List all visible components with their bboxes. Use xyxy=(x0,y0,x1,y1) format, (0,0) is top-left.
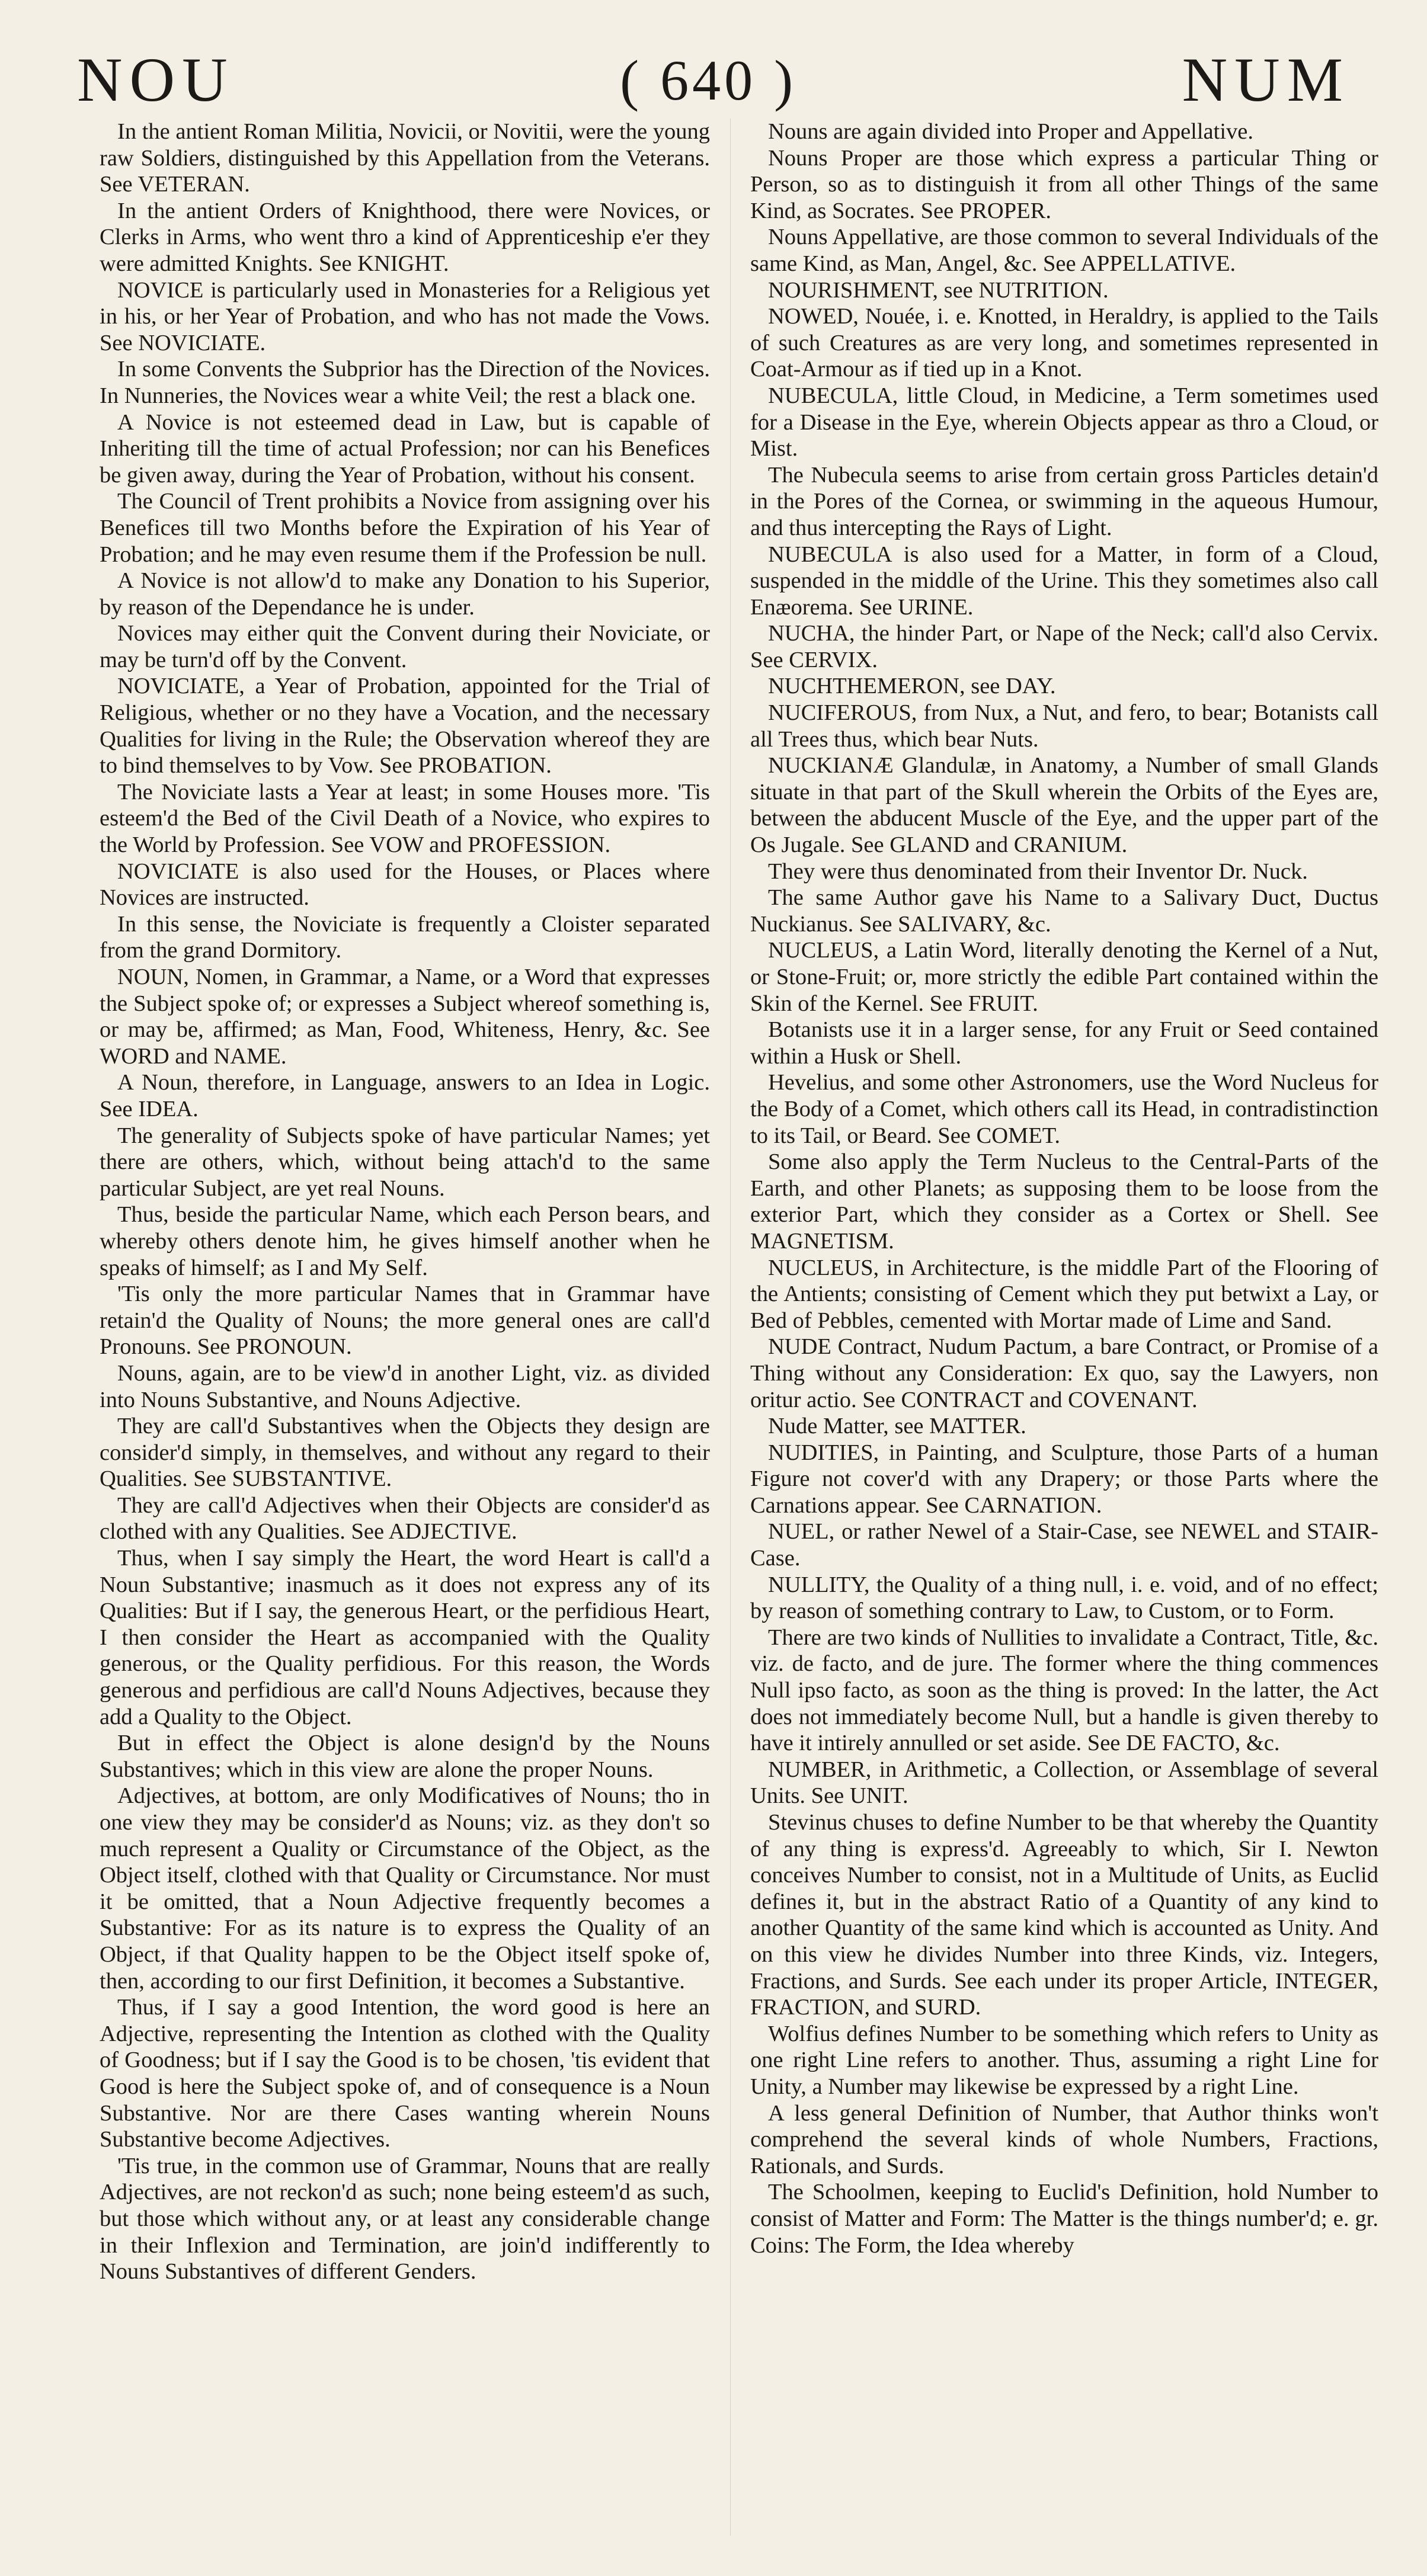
entry-paragraph: Nude Matter, see MATTER. xyxy=(768,1414,1026,1439)
page-number: ( 640 ) xyxy=(620,48,797,112)
entry-paragraph: Stevinus chuses to define Number to be that whereby the Quantity of any thing is express'd. Agreeably to which, Sir I. Newton conceives Number to consist, not in a Multitude of Units, as Euclid defines it, but in the abstract Ratio of a Quantity of any kind to another Quantity of the same kind which is accounted as Unity. And on this view he divides Number into three Kinds, viz. Integers, Fractions, and Surds. See each under its proper Article, INTEGER, FRACTION, and SURD. xyxy=(750,1810,1378,2020)
entry-paragraph: NOVICIATE, a Year of Probation, appointed for the Trial of Religious, whether or no they have a Vocation, and the necessary Qualities for living in the Rule; the Observation whereof they are to bind themselves to by Vow. See PROBATION. xyxy=(100,674,710,778)
entry-paragraph: NOUN, Nomen, in Grammar, a Name, or a Word that expresses the Subject spoke of; or expresses a Subject whereof something is, or may be, affirmed; as Man, Food, Whiteness, Henry, &c. See WORD and NAME. xyxy=(100,965,710,1069)
entry-paragraph: NOURISHMENT, see NUTRITION. xyxy=(768,277,1109,303)
entry-paragraph: The Schoolmen, keeping to Euclid's Definition, hold Number to consist of Matter and Form: The Matter is the things number'd; e. gr. Coins: The Form, the Idea whereby xyxy=(750,2180,1378,2258)
entry-paragraph: Novices may either quit the Convent during their Noviciate, or may be turn'd off by the Convent. xyxy=(100,621,710,672)
entry-paragraph: The same Author gave his Name to a Salivary Duct, Ductus Nuckianus. See SALIVARY, &c. xyxy=(750,885,1378,937)
entry-paragraph: NUBECULA is also used for a Matter, in form of a Cloud, suspended in the middle of the Urine. This they sometimes also call Enæorema. See URINE. xyxy=(750,542,1378,620)
entry-paragraph: Hevelius, and some other Astronomers, use the Word Nucleus for the Body of a Comet, which others call its Head, in contradistinction to its Tail, or Beard. See COMET. xyxy=(750,1070,1378,1148)
entry-paragraph: NUCKIANÆ Glandulæ, in Anatomy, a Number of small Glands situate in that part of the Skull wherein the Orbits of the Eyes are, between the abducent Muscle of the Eye, and the upper part of the Os Jugale. See GLAND and CRANIUM. xyxy=(750,753,1378,858)
entry-paragraph: NUCIFEROUS, from Nux, a Nut, and fero, to bear; Botanists call all Trees thus, which bear Nuts. xyxy=(750,700,1378,752)
header-right-word: NUM xyxy=(1182,45,1350,114)
entry-paragraph: But in effect the Object is alone design'd by the Nouns Substantives; which in this view are alone the proper Nouns. xyxy=(100,1731,710,1782)
entry-paragraph: Thus, beside the particular Name, which each Person bears, and whereby others denote him, he gives himself another when he speaks of himself; as I and My Self. xyxy=(100,1202,710,1280)
entry-paragraph: NUCLEUS, in Architecture, is the middle Part of the Flooring of the Antients; consisting of Cement which they put betwixt a Lay, or Bed of Pebbles, cemented with Mortar made of Lime and Sand. xyxy=(750,1255,1378,1333)
entry-paragraph: NOWED, Nouée, i. e. Knotted, in Heraldry, is applied to the Tails of such Creatures as are very long, and sometimes represented in Coat-Armour as if tied up in a Knot. xyxy=(750,304,1378,382)
entry-paragraph: NUCHTHEMERON, see DAY. xyxy=(768,674,1056,699)
entry-paragraph: The Noviciate lasts a Year at least; in some Houses more. 'Tis esteem'd the Bed of the Civil Death of a Novice, who expires to the World by Profession. See VOW and PROFESSION. xyxy=(100,779,710,858)
entry-paragraph: There are two kinds of Nullities to invalidate a Contract, Title, &c. viz. de facto, and de jure. The former where the thing commences Null ipso facto, as soon as the thing is proved: In the latter, the Act does not immediately become Null, but a handle is given thereby to have it intirely annulled or set aside. See DE FACTO, &c. xyxy=(750,1625,1378,1756)
entry-paragraph: Nouns are again divided into Proper and Appellative. xyxy=(768,119,1253,144)
entry-paragraph: The Council of Trent prohibits a Novice from assigning over his Benefices till two Months before the Expiration of his Year of Probation; and he may even resume them if the Profession be null. xyxy=(100,489,710,567)
entry-paragraph: NUDE Contract, Nudum Pactum, a bare Contract, or Promise of a Thing without any Consideration: Ex quo, say the Lawyers, non oritur actio. See CONTRACT and COVENANT. xyxy=(750,1334,1378,1412)
entry-paragraph: In this sense, the Noviciate is frequently a Cloister separated from the grand Dormitory. xyxy=(100,911,710,963)
entry-paragraph: Botanists use it in a larger sense, for any Fruit or Seed contained within a Husk or Shell. xyxy=(750,1017,1378,1069)
entry-paragraph: Adjectives, at bottom, are only Modificatives of Nouns; tho in one view they may be consider'd as Nouns; viz. as they don't so much represent a Quality or Circumstance of the Object, as the Object itself, clothed with that Quality or Circumstance. Nor must it be omitted, that a Noun Adjective frequently becomes a Substantive: For as its nature is to express the Quality of an Object, if that Quality happen to be the Object itself spoke of, then, according to our first Definition, it becomes a Substantive. xyxy=(100,1783,710,1994)
entry-paragraph: Thus, if I say a good Intention, the word good is here an Adjective, representing the Intention as clothed with the Quality of Goodness; but if I say the Good is to be chosen, 'tis evident that Good is here the Subject spoke of, and of consequence is a Noun Substantive. Nor are there Cases wanting wherein Nouns Substantive become Adjectives. xyxy=(100,1995,710,2152)
entry-paragraph: NUEL, or rather Newel of a Stair-Case, see NEWEL and STAIR-Case. xyxy=(750,1519,1378,1571)
column-divider xyxy=(730,118,731,2536)
entry-paragraph: A Novice is not allow'd to make any Donation to his Superior, by reason of the Dependance he is under. xyxy=(100,568,710,620)
entry-paragraph: They are call'd Adjectives when their Objects are consider'd as clothed with any Qualities. See ADJECTIVE. xyxy=(100,1492,710,1545)
entry-paragraph: The generality of Subjects spoke of have particular Names; yet there are others, which, without being attach'd to the same particular Subject, are yet real Nouns. xyxy=(100,1123,710,1201)
entry-paragraph: NUDITIES, in Painting, and Sculpture, those Parts of a human Figure not cover'd with any Drapery; or those Parts where the Carnations appear. See CARNATION. xyxy=(750,1440,1378,1518)
entry-paragraph: In the antient Roman Militia, Novicii, or Novitii, were the young raw Soldiers, distinguished by this Appellation from the Veterans. See VETERAN. xyxy=(100,119,710,197)
entry-paragraph: NOVICIATE is also used for the Houses, or Places where Novices are instructed. xyxy=(100,858,710,911)
entry-paragraph: In the antient Orders of Knighthood, there were Novices, or Clerks in Arms, who went thro a kind of Apprenticeship e'er they were admitted Knights. See KNIGHT. xyxy=(100,198,710,276)
entry-paragraph: NUCHA, the hinder Part, or Nape of the Neck; call'd also Cervix. See CERVIX. xyxy=(750,621,1378,672)
entry-paragraph: In some Convents the Subprior has the Direction of the Novices. In Nunneries, the Novices wear a white Veil; the rest a black one. xyxy=(100,357,710,408)
entry-paragraph: 'Tis only the more particular Names that in Grammar have retain'd the Quality of Nouns; the more general ones are call'd Pronouns. See PRONOUN. xyxy=(100,1281,710,1360)
right-column xyxy=(750,118,1378,2548)
entry-paragraph: Wolfius defines Number to be something which refers to Unity as one right Line refers to another. Thus, assuming a right Line for Unity, a Number may likewise be expressed by a right Line. xyxy=(750,2021,1378,2099)
entry-paragraph: NUBECULA, little Cloud, in Medicine, a Term sometimes used for a Disease in the Eye, wherein Objects appear as thro a Cloud, or Mist. xyxy=(750,383,1378,462)
entry-paragraph: NULLITY, the Quality of a thing null, i. e. void, and of no effect; by reason of something contrary to Law, to Custom, or to Form. xyxy=(750,1572,1378,1624)
entry-paragraph: NUMBER, in Arithmetic, a Collection, or Assemblage of several Units. See UNIT. xyxy=(750,1757,1378,1809)
entry-paragraph: NOVICE is particularly used in Monasteries for a Religious yet in his, or her Year of Probation, and who has not made the Vows. See NOVICIATE. xyxy=(100,277,710,355)
entry-paragraph: They were thus denominated from their Inventor Dr. Nuck. xyxy=(768,858,1308,884)
entry-paragraph: They are call'd Substantives when the Objects they design are consider'd simply, in themselves, and without any regard to their Qualities. See SUBSTANTIVE. xyxy=(100,1414,710,1492)
entry-paragraph: Nouns Appellative, are those common to several Individuals of the same Kind, as Man, Angel, &c. See APPELLATIVE. xyxy=(750,225,1378,276)
entry-paragraph: A less general Definition of Number, that Author thinks won't comprehend the several kinds of whole Numbers, Fractions, Rationals, and Surds. xyxy=(750,2100,1378,2178)
entry-paragraph: Nouns, again, are to be view'd in another Light, viz. as divided into Nouns Substantive, and Nouns Adjective. xyxy=(100,1360,710,1412)
entry-paragraph: 'Tis true, in the common use of Grammar, Nouns that are really Adjectives, are not reckon'd as such; none being esteem'd as such, but those which without any, or at least any considerable change in their Inflexion and Termination, are join'd indifferently to Nouns Substantives of different Genders. xyxy=(100,2153,710,2285)
left-column xyxy=(100,118,710,2548)
entry-paragraph: Some also apply the Term Nucleus to the Central-Parts of the Earth, and other Planets; as supposing them to be loose from the exterior Part, which they consider as a Cortex or Shell. See MAGNETISM. xyxy=(750,1149,1378,1254)
entry-paragraph: A Noun, therefore, in Language, answers to an Idea in Logic. See IDEA. xyxy=(100,1070,710,1122)
entry-paragraph: Nouns Proper are those which express a particular Thing or Person, so as to distinguish it from all other Things of the same Kind, as Socrates. See PROPER. xyxy=(750,145,1378,223)
running-header xyxy=(77,41,1350,118)
entry-paragraph: The Nubecula seems to arise from certain gross Particles detain'd in the Pores of the Cornea, or swimming in the aqueous Humour, and thus intercepting the Rays of Light. xyxy=(750,462,1378,540)
entry-paragraph: NUCLEUS, a Latin Word, literally denoting the Kernel of a Nut, or Stone-Fruit; or, more strictly the edible Part contained within the Skin of the Kernel. See FRUIT. xyxy=(750,938,1378,1016)
entry-paragraph: Thus, when I say simply the Heart, the word Heart is call'd a Noun Substantive; inasmuch as it does not express any of its Qualities: But if I say, the generous Heart, or the perfidious Heart, I then consider the Heart as accompanied with the Quality generous, or the Quality perfidious. For this reason, the Words generous and perfidious are call'd Nouns Adjectives, because they add a Quality to the Object. xyxy=(100,1546,710,1729)
header-left-word: NOU xyxy=(77,45,235,114)
entry-paragraph: A Novice is not esteemed dead in Law, but is capable of Inheriting till the time of actual Profession; nor can his Benefices be given away, during the Year of Probation, without his consent. xyxy=(100,409,710,488)
